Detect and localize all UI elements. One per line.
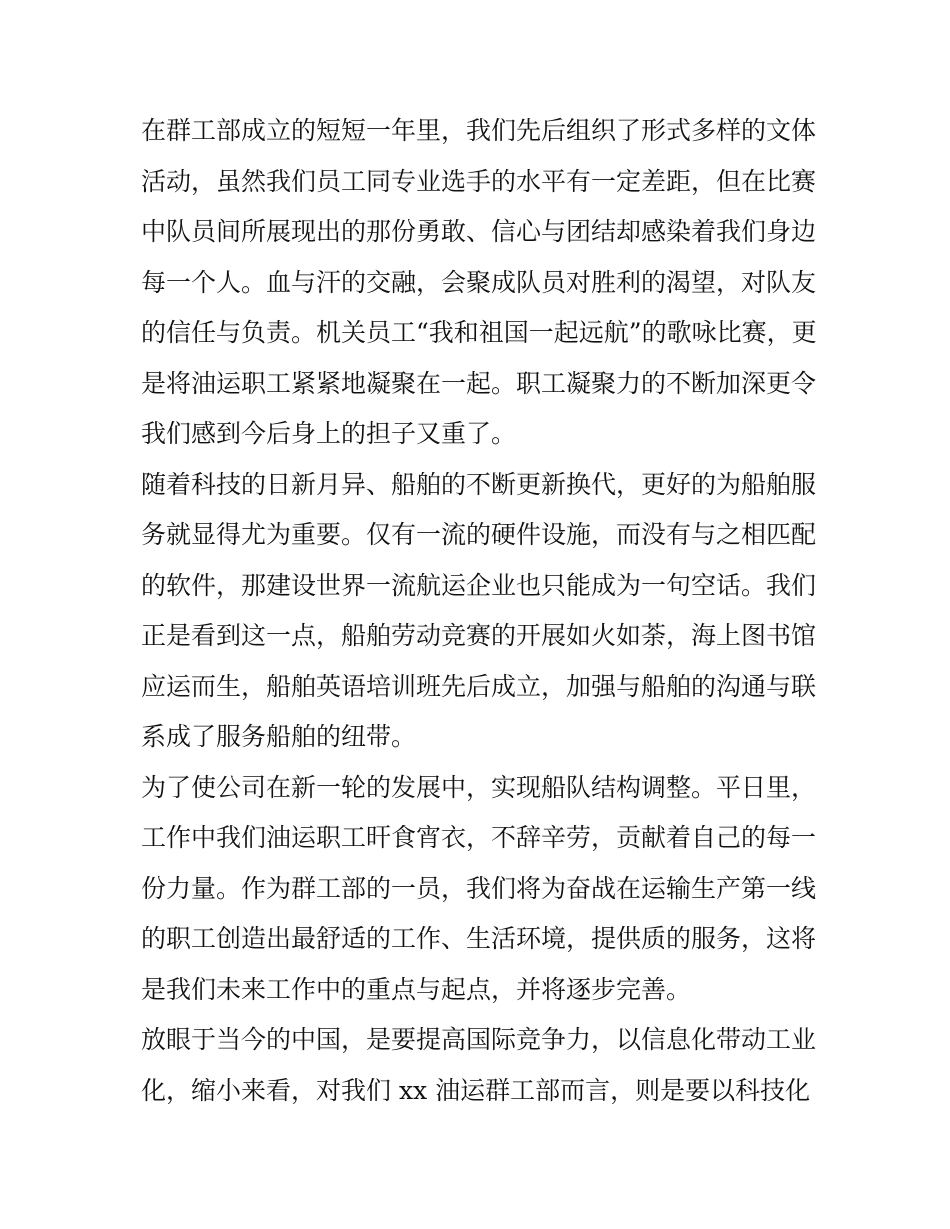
text-line: 正是看到这一点，船舶劳动竞赛的开展如火如荼，海上图书馆 <box>141 621 817 650</box>
text-line: 应运而生，船舶英语培训班先后成立，加强与船舶的沟通与联 <box>141 671 817 701</box>
text-line: 中队员间所展现出的那份勇敢、信心与团结却感染着我们身边 <box>141 217 817 246</box>
text-line: 在群工部成立的短短一年里，我们先后组织了形式多样的文体 <box>141 116 817 145</box>
text-line: 务就显得尤为重要。仅有一流的硬件设施，而没有与之相匹配 <box>141 520 817 549</box>
text-line: 的信任与负责。机关员工“我和祖国一起远航”的歌咏比赛，更 <box>141 318 817 347</box>
paragraph-1 <box>141 106 821 460</box>
text-line: 的软件，那建设世界一流航运企业也只能成为一句空话。我们 <box>141 570 817 600</box>
paragraph-2 <box>141 460 821 763</box>
text-line: 随着科技的日新月异、船舶的不断更新换代，更好的为船舶服 <box>141 469 817 499</box>
text-line: 每一个人。血与汗的交融，会聚成队员对胜利的渴望，对队友 <box>141 267 817 297</box>
text-line: 放眼于当今的中国，是要提高国际竞争力，以信息化带动工业 <box>141 1025 817 1054</box>
text-line: 为了使公司在新一轮的发展中，实现船队结构调整。平日里， <box>141 772 817 802</box>
text-line: 工作中我们油运职工旰食宵衣，不辞辛劳，贡献着自己的每一 <box>141 823 817 852</box>
document-body <box>141 106 821 1116</box>
text-line: 化，缩小来看，对我们 xx 油运群工部而言，则是要以科技化 <box>141 1075 811 1105</box>
text-line: 我们感到今后身上的担子又重了。 <box>141 419 517 448</box>
paragraph-4 <box>141 1015 821 1116</box>
text-line: 活动，虽然我们员工同专业选手的水平有一定差距，但在比赛 <box>141 166 817 196</box>
text-line: 是将油运职工紧紧地凝聚在一起。职工凝聚力的不断加深更令 <box>141 368 817 398</box>
text-line: 份力量。作为群工部的一员，我们将为奋战在运输生产第一线 <box>141 873 817 903</box>
paragraph-3 <box>141 763 821 1016</box>
text-line: 系成了服务船舶的纽带。 <box>141 722 417 751</box>
text-line: 是我们未来工作中的重点与起点，并将逐步完善。 <box>141 974 692 1004</box>
text-line: 的职工创造出最舒适的工作、生活环境，提供质的服务，这将 <box>141 924 817 953</box>
